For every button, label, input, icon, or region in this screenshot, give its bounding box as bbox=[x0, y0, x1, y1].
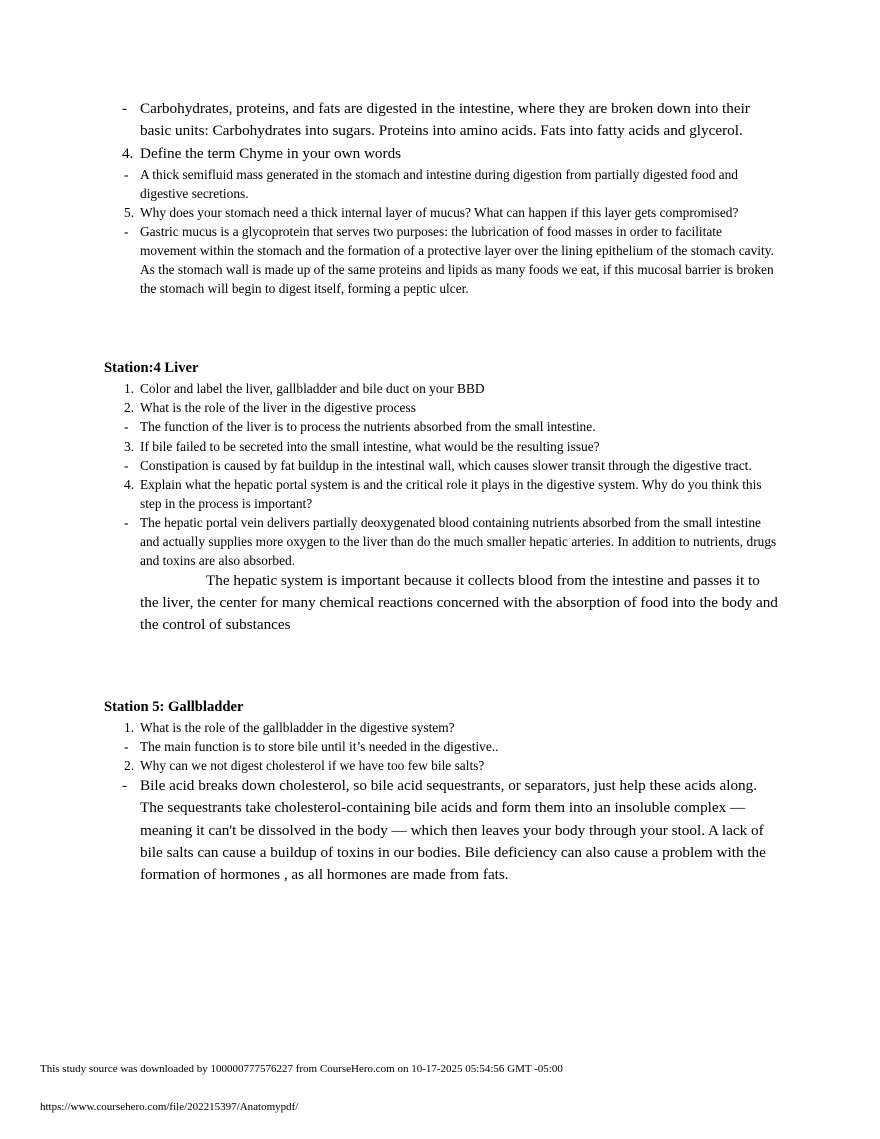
list-item-text: Constipation is caused by fat buildup in the intestinal wall, which causes slower transit through the digestive tract. bbox=[140, 457, 752, 473]
download-attribution: This study source was downloaded by 100000777576227 from CourseHero.com on 10-17-2025 05:54:56 GMT -05:00 bbox=[40, 1062, 563, 1075]
list-marker: 1. bbox=[124, 719, 135, 735]
list-marker: 5. bbox=[124, 205, 135, 221]
list-item-text: What is the role of the liver in the digestive process bbox=[140, 400, 416, 416]
list-item-text: The main function is to store bile until it’s needed in the digestive.. bbox=[140, 738, 499, 754]
list-item bbox=[104, 756, 780, 775]
list-item bbox=[104, 417, 780, 436]
list-item-text: Bile acid breaks down cholesterol, so bile acid sequestrants, or separators, just help these acids along. The sequestrants take cholesterol-containing bile acids and form them into an insoluble complex — meaning it can't be dissolved in the body — which then leaves your body through your stool. A lack of bile salts can cause a buildup of toxins in our bodies. Bile deficiency can also cause a problem with the formation of hormones , as all hormones are made from fats. bbox=[140, 777, 766, 884]
list-marker: - bbox=[124, 457, 129, 473]
list-item bbox=[104, 456, 780, 475]
paragraph-hepatic-system: The hepatic system is important because it collects blood from the intestine and passes it to the liver, the center for many chemical reactions concerned with the absorption of food into the body and the control of substances bbox=[140, 571, 778, 634]
section-heading-station-5: Station 5: Gallbladder bbox=[104, 698, 244, 715]
list-marker: - bbox=[122, 777, 128, 794]
list-item-text: Explain what the hepatic portal system is and the critical role it plays in the digestive system. Why do you think this step in the process is important? bbox=[140, 476, 762, 511]
list-marker: 4. bbox=[122, 144, 134, 162]
list-marker: 4. bbox=[124, 476, 135, 492]
list-marker: - bbox=[124, 167, 129, 183]
page-footer bbox=[40, 1062, 840, 1113]
list-marker: - bbox=[124, 514, 129, 530]
list-item-text: Carbohydrates, proteins, and fats are digested in the intestine, where they are broken down into their basic units: Carbohydrates into sugars. Proteins into amino acids. Fats into fatty acids and glycerol. bbox=[140, 100, 750, 140]
list-item-text: Why does your stomach need a thick internal layer of mucus? What can happen if this layer gets compromised? bbox=[140, 205, 739, 221]
list-item-text: Define the term Chyme in your own words bbox=[140, 144, 402, 162]
list-block-station5 bbox=[104, 718, 780, 887]
list-marker: 2. bbox=[124, 757, 135, 773]
list-item-text: Gastric mucus is a glycoprotein that serves two purposes: the lubrication of food masses in order to facilitate movement within the stomach and the formation of a protective layer over the lining epithelium of the stomach cavity. As the stomach wall is made up of the same proteins and lipids as many foods we eat, if this mucosal barrier is broken the stomach will begin to digest itself, forming a peptic ulcer. bbox=[140, 224, 774, 297]
list-marker: 2. bbox=[124, 400, 135, 416]
list-marker: - bbox=[122, 100, 128, 117]
section-gap bbox=[104, 298, 780, 358]
list-item bbox=[104, 475, 780, 513]
list-item bbox=[104, 203, 780, 222]
section-heading-station-4: Station:4 Liver bbox=[104, 360, 199, 377]
source-url: https://www.coursehero.com/file/202215397/Anatomypdf/ bbox=[40, 1100, 299, 1113]
list-item-text: Why can we not digest cholesterol if we have too few bile salts? bbox=[140, 757, 485, 773]
list-item bbox=[104, 98, 780, 143]
list-block-station4 bbox=[104, 379, 780, 569]
list-marker: - bbox=[124, 224, 129, 240]
list-marker: 1. bbox=[124, 381, 135, 397]
list-marker: - bbox=[124, 419, 129, 435]
list-item bbox=[104, 143, 780, 165]
list-item bbox=[104, 737, 780, 756]
list-marker: - bbox=[124, 738, 129, 754]
document-body bbox=[104, 98, 780, 887]
list-item bbox=[104, 165, 780, 203]
list-item bbox=[104, 513, 780, 570]
list-item-text: Color and label the liver, gallbladder and bile duct on your BBD bbox=[140, 381, 485, 397]
list-item-text: The hepatic portal vein delivers partially deoxygenated blood containing nutrients absorbed from the small intestine and actually supplies more oxygen to the liver than do the much smaller hepatic arteries. In addition to nutrients, drugs and toxins are also absorbed. bbox=[140, 514, 777, 568]
list-item bbox=[104, 437, 780, 456]
list-marker: 3. bbox=[124, 438, 135, 454]
list-block-station3-continued bbox=[104, 98, 780, 298]
list-item bbox=[104, 775, 780, 887]
list-item bbox=[104, 718, 780, 737]
list-item-text: If bile failed to be secreted into the small intestine, what would be the resulting issue? bbox=[140, 438, 600, 454]
list-item-text: The function of the liver is to process the nutrients absorbed from the small intestine. bbox=[140, 419, 596, 435]
list-item bbox=[104, 398, 780, 417]
section-gap bbox=[104, 637, 780, 697]
list-item bbox=[104, 379, 780, 398]
list-item bbox=[104, 222, 780, 298]
list-item-text: A thick semifluid mass generated in the stomach and intestine during digestion from partially digested food and digestive secretions. bbox=[140, 167, 738, 202]
list-item-text: What is the role of the gallbladder in the digestive system? bbox=[140, 719, 455, 735]
